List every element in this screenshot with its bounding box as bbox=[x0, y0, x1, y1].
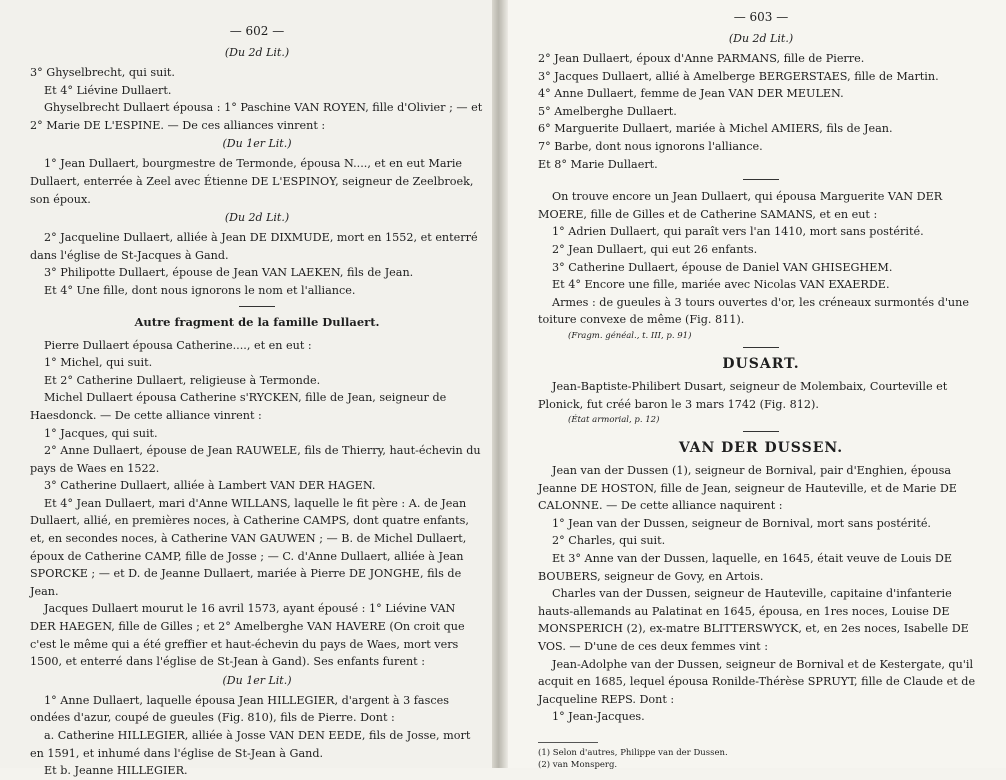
paragraph: 1° Jean van der Dussen, seigneur de Bornival, mort sans postérité. bbox=[552, 516, 931, 530]
paragraph: On trouve encore un Jean Dullaert, qui épousa Marguerite VAN DER MOERE, fille de Gilles et de Catherine SAMANS, et en eut : bbox=[538, 190, 943, 221]
source-citation: (Fragm. généal., t. III, p. 91) bbox=[568, 330, 692, 341]
paragraph: 2° Anne Dullaert, épouse de Jean RAUWELE, fils de Thierry, haut-échevin du pays de Waes en 1522. bbox=[30, 444, 481, 475]
paragraph: 1° Jean Dullaert, bourgmestre de Termonde, épousa N...., et en eut Marie Dullaert, enterrée à Zeel avec Étienne DE L'ESPINOY, seigneur de Zeelbroek, son époux. bbox=[30, 157, 474, 206]
paragraph: 7° Barbe, dont nous ignorons l'alliance. bbox=[538, 139, 763, 153]
divider bbox=[743, 347, 779, 348]
paragraph: 1° Jacques, qui suit. bbox=[44, 426, 158, 440]
paragraph: Et 2° Catherine Dullaert, religieuse à Termonde. bbox=[44, 373, 321, 387]
footnote: (1) Selon d'autres, Philippe van der Dussen. bbox=[538, 748, 728, 758]
paragraph: 2° Jean Dullaert, époux d'Anne PARMANS, fille de Pierre. bbox=[538, 52, 865, 65]
divider bbox=[743, 179, 779, 180]
footnote-rule bbox=[538, 742, 598, 743]
divider bbox=[743, 431, 779, 432]
paragraph: 3° Catherine Dullaert, épouse de Daniel VAN GHISEGHEM. bbox=[552, 260, 893, 274]
paragraph: a. Catherine HILLEGIER, alliée à Josse VAN DEN EEDE, fils de Josse, mort en 1591, et inhumé dans l'église de St-Jean à Gand. bbox=[30, 729, 471, 760]
paragraph: 5° Amelberghe Dullaert. bbox=[538, 104, 677, 118]
paragraph: Michel Dullaert épousa Catherine s'RYCKEN, fille de Jean, seigneur de Haesdonck. — De cette alliance vinrent : bbox=[30, 391, 447, 422]
left-page bbox=[0, 0, 492, 778]
right-page bbox=[508, 0, 1006, 768]
paragraph: Et 8° Marie Dullaert. bbox=[538, 157, 658, 171]
paragraph: 2° Jean Dullaert, qui eut 26 enfants. bbox=[552, 242, 758, 256]
book-gutter bbox=[492, 0, 508, 768]
paragraph: Et b. Jeanne HILLEGIER. bbox=[44, 764, 188, 778]
section-label: (Du 2d Lit.) bbox=[728, 32, 794, 45]
paragraph: Jean-Baptiste-Philibert Dusart, seigneur de Molembaix, Courteville et Plonick, fut créé baron le 3 mars 1742 (Fig. 812). bbox=[538, 379, 948, 411]
paragraph: 4° Anne Dullaert, femme de Jean VAN DER MEULEN. bbox=[538, 87, 844, 101]
family-heading: DUSART. bbox=[722, 355, 800, 372]
paragraph: 6° Marguerite Dullaert, mariée à Michel AMIERS, fils de Jean. bbox=[538, 122, 893, 136]
paragraph: Et 4° Encore une fille, mariée avec Nicolas VAN EXAERDE. bbox=[552, 278, 890, 292]
page-number: — 603 — bbox=[733, 10, 789, 24]
paragraph: Et 4° Liévine Dullaert. bbox=[44, 83, 172, 97]
section-label: (Du 1er Lit.) bbox=[222, 137, 292, 151]
footnote: (2) van Monsperg. bbox=[538, 760, 618, 770]
paragraph: Jean van der Dussen (1), seigneur de Bornival, pair d'Enghien, épousa Jeanne DE HOSTON, fille de Jean, seigneur de Hauteville, et de Marie DE CALONNE. — De cette alliance naquirent : bbox=[538, 464, 957, 513]
section-label: (Du 2d Lit.) bbox=[224, 46, 290, 59]
section-label: (Du 2d Lit.) bbox=[224, 211, 290, 225]
source-citation: (État armorial, p. 12) bbox=[568, 415, 660, 426]
section-label: (Du 1er Lit.) bbox=[222, 673, 292, 687]
paragraph: 1° Anne Dullaert, laquelle épousa Jean HILLEGIER, d'argent à 3 fasces ondées d'azur, coupé de gueules (Fig. 810), fils de Pierre. Dont : bbox=[30, 693, 449, 725]
paragraph: 1° Michel, qui suit. bbox=[44, 356, 153, 370]
paragraph: 3° Philipotte Dullaert, épouse de Jean VAN LAEKEN, fils de Jean. bbox=[44, 266, 414, 280]
paragraph: Et 4° Jean Dullaert, mari d'Anne WILLANS, laquelle le fit père : A. de Jean Dullaert, allié, en premières noces, à Catherine CAMPS, dont quatre enfants, et, en secondes noces, à Catherine VAN GAUWEN ; — B. de Michel Dullaert, époux de Catherine CAMP, fille de Josse ; — C. d'Anne Dullaert, alliée à Jean SPORCKE ; — et D. de Jeanne Dullaert, mariée à Pierre DE JONGHE, fils de Jean. bbox=[30, 496, 469, 598]
page-number: — 602 — bbox=[229, 24, 285, 38]
paragraph: Ghyselbrecht Dullaert épousa : 1° Paschine VAN ROYEN, fille d'Olivier ; — et 2° Marie DE L'ESPINE. — De ces alliances vinrent : bbox=[30, 101, 483, 132]
paragraph: Jacques Dullaert mourut le 16 avril 1573, ayant épousé : 1° Liévine VAN DER HAEGEN, fille de Gilles ; et 2° Amelberghe VAN HAVERE (On croit que c'est le même qui a été greffier et haut-échevin du pays de Waes, mort vers 1500, et enterré dans l'église de St-Jean à Gand). Ses enfants furent : bbox=[30, 602, 465, 669]
paragraph: Charles van der Dussen, seigneur de Hauteville, capitaine d'infanterie hauts-allemands au Palatinat en 1645, épousa, en 1res noces, Louise DE MONSPERICH (2), ex-matre BLITTERSWYCK, et, en 2es noces, Isabelle DE VOS. — D'une de ces deux femmes vint : bbox=[538, 587, 969, 654]
paragraph: Jean-Adolphe van der Dussen, seigneur de Bornival et de Kestergate, qu'il acquit en 1685, lequel épousa Ronilde-Thérèse SPRUYT, fille de Claude et de Jacqueline REPS. Dont : bbox=[538, 657, 976, 706]
paragraph: 3° Ghyselbrecht, qui suit. bbox=[30, 66, 175, 79]
paragraph: 2° Charles, qui suit. bbox=[552, 534, 666, 548]
paragraph: Et 4° Une fille, dont nous ignorons le nom et l'alliance. bbox=[44, 283, 356, 297]
divider bbox=[239, 306, 275, 307]
paragraph: Armes : de gueules à 3 tours ouvertes d'or, les créneaux surmontés d'une toiture convexe de même (Fig. 811). bbox=[538, 295, 969, 327]
paragraph: 1° Adrien Dullaert, qui paraît vers l'an 1410, mort sans postérité. bbox=[552, 225, 924, 239]
paragraph: 3° Jacques Dullaert, allié à Amelberge BERGERSTAES, fille de Martin. bbox=[538, 69, 939, 83]
paragraph: 2° Jacqueline Dullaert, alliée à Jean DE DIXMUDE, mort en 1552, et enterré dans l'église de St-Jacques à Gand. bbox=[30, 231, 478, 262]
family-heading: VAN DER DUSSEN. bbox=[678, 440, 844, 457]
paragraph: 3° Catherine Dullaert, alliée à Lambert VAN DER HAGEN. bbox=[44, 479, 376, 493]
section-heading: Autre fragment de la famille Dullaert. bbox=[134, 314, 380, 329]
paragraph: Et 3° Anne van der Dussen, laquelle, en 1645, était veuve de Louis DE BOUBERS, seigneur de Govy, en Artois. bbox=[538, 552, 953, 583]
paragraph: 1° Jean-Jacques. bbox=[552, 710, 645, 724]
paragraph: Pierre Dullaert épousa Catherine...., et en eut : bbox=[44, 338, 312, 352]
